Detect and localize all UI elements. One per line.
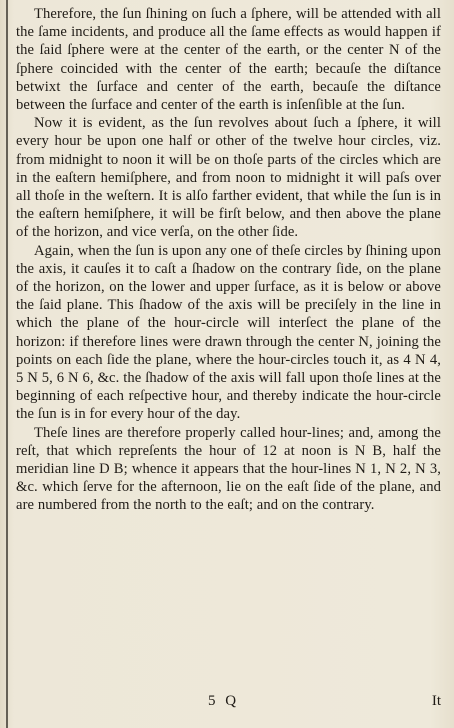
page-footer (16, 693, 441, 715)
paragraph-3: Again, when the ſun is upon any one of theſe circles by ſhining upon the axis, it cauſes it to caſt a ſhadow on the contrary ſide, on the plane of the horizon, on the lower and upper ſurface, as it is below or above the ſaid plane. This ſhadow of the axis will be preciſely in the line in which the plane of the hour-circle will interſect the plane of the horizon: if therefore lines were drawn through the center N, joining the points on each ſide the plane, where the hour-circles touch it, as 4 N 4, 5 N 5, 6 N 6, &c. the ſhadow of the axis will fall upon thoſe lines at the beginning of each reſpective hour, and thereby indicate the hour-circle the ſun is in for every hour of the day. (16, 242, 441, 423)
paragraph-4: Theſe lines are therefore properly called hour-lines; and, among the reſt, that which repreſents the hour of 12 at noon is N B, half the meridian line D B; whence it appears that the hour-lines N 1, N 2, N 3, &c. which ſerve for the afternoon, lie on the eaſt ſide of the plane, and are numbered from the north to the eaſt; and on the contrary. (16, 424, 441, 514)
gutter-line (6, 0, 8, 728)
paragraph-1: Therefore, the ſun ſhining on ſuch a ſphere, will be attended with all the ſame incidents, and produce all the ſame effects as would happen if the ſaid ſphere were at the center of the earth, or the center N of the ſphere coincided with the center of the earth; becauſe the diſtance betwixt the ſurface and center of the earth, becauſe the diſtance between the ſurface and center of the earth is inſenſible at the ſun. (16, 6, 441, 114)
body-text (16, 5, 441, 515)
signature-mark: 5 Q (208, 693, 240, 709)
catchword: It (431, 693, 441, 709)
paragraph-2: Now it is evident, as the ſun revolves about ſuch a ſphere, it will every hour be upon one half or other of the twelve hour circles, viz. from midnight to noon it will be on thoſe parts of the circles which are in the eaſtern hemiſphere, and from noon to midnight it will paſs over all thoſe in the weſtern. It is alſo farther evident, that while the ſun is in the eaſtern hemiſphere, it will be firſt below, and then above the plane of the horizon, and vice verſa, on the other ſide. (16, 115, 441, 241)
